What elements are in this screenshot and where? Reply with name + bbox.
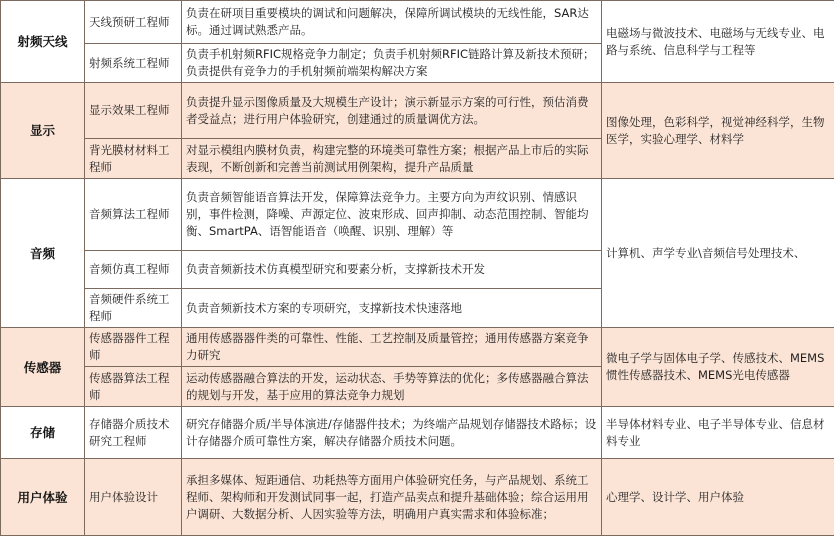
majors-cell: 半导体材料专业、电子半导体专业、信息材料专业 bbox=[602, 407, 834, 459]
role-duty: 负责音频智能语音算法开发，保障算法竞争力。主要方向为声纹识别、情感识别，事件检测，降噪、声源定位、波束形成、回声抑制、动态范围控制、智能均衡、SmartPA、语智能语音（唤醒、识别、理解）等 bbox=[182, 179, 602, 251]
role-duty: 负责在研项目重要模块的调试和问题解决，保障所调试模块的无线性能，SAR达标。通过调试熟悉产品。 bbox=[182, 1, 602, 44]
role-duty: 研究存储器介质/半导体演进/存储器件技术；为终端产品规划存储器技术路标；设计存储器介质可靠性方案，解决存储器介质技术问题。 bbox=[182, 407, 602, 459]
role-duty: 通用传感器器件类的可靠性、性能、工艺控制及质量管控；通用传感器方案竞争力研究 bbox=[182, 328, 602, 367]
role-title: 音频硬件系统工程师 bbox=[85, 289, 182, 328]
role-duty: 负责提升显示图像质量及大规模生产设计；演示新显示方案的可行性，预估消费者受益点；进行用户体验研究，创建通过的质量调优方法。 bbox=[182, 83, 602, 139]
category-cell: 音频 bbox=[1, 179, 85, 328]
role-duty: 负责手机射频RFIC规格竞争力制定；负责手机射频RFIC链路计算及新技术预研；负责提供有竞争力的手机射频前端架构解决方案 bbox=[182, 44, 602, 83]
role-title: 背光膜材材料工程师 bbox=[85, 139, 182, 179]
role-title: 显示效果工程师 bbox=[85, 83, 182, 139]
table-row bbox=[1, 1, 834, 44]
role-title: 音频仿真工程师 bbox=[85, 251, 182, 289]
role-title: 音频算法工程师 bbox=[85, 179, 182, 251]
role-duty: 对显示模组内膜材负责，构建完整的环境类可靠性方案；根据产品上市后的实际表现，不断创新和完善当前测试用例架构，提升产品质量 bbox=[182, 139, 602, 179]
majors-cell: 心理学、设计学、用户体验 bbox=[602, 459, 834, 536]
majors-cell: 电磁场与微波技术、电磁场与无线专业、电路与系统、信息科学与工程等 bbox=[602, 1, 834, 83]
category-cell: 用户体验 bbox=[1, 459, 85, 536]
majors-cell: 图像处理，色彩科学，视觉神经科学，生物医学，实验心理学、材料学 bbox=[602, 83, 834, 179]
role-title: 用户体验设计 bbox=[85, 459, 182, 536]
majors-cell: 微电子学与固体电子学、传感技术、MEMS惯性传感器技术、MEMS光电传感器 bbox=[602, 328, 834, 407]
category-cell: 射频天线 bbox=[1, 1, 85, 83]
category-cell: 显示 bbox=[1, 83, 85, 179]
role-title: 天线预研工程师 bbox=[85, 1, 182, 44]
table-row bbox=[1, 179, 834, 251]
role-duty: 承担多媒体、短距通信、功耗热等方面用户体验研究任务，与产品规划、系统工程师、架构师和开发测试同事一起，打造产品卖点和提升基础体验；综合运用用户调研、大数据分析、人因实验等方法，明确用户真实需求和体验标准； bbox=[182, 459, 602, 536]
role-title: 射频系统工程师 bbox=[85, 44, 182, 83]
role-title: 存储器介质技术研究工程师 bbox=[85, 407, 182, 459]
table-row bbox=[1, 459, 834, 536]
table-row bbox=[1, 407, 834, 459]
role-duty: 负责音频新技术方案的专项研究，支撑新技术快速落地 bbox=[182, 289, 602, 328]
table-row bbox=[1, 328, 834, 367]
majors-cell: 计算机、声学专业\音频信号处理技术、 bbox=[602, 179, 834, 328]
role-duty: 负责音频新技术仿真模型研究和要素分析，支撑新技术开发 bbox=[182, 251, 602, 289]
role-duty: 运动传感器融合算法的开发，运动状态、手势等算法的优化；多传感器融合算法的规划与开发，基于应用的算法竞争力规划 bbox=[182, 367, 602, 407]
category-cell: 传感器 bbox=[1, 328, 85, 407]
role-title: 传感器器件工程师 bbox=[85, 328, 182, 367]
category-cell: 存储 bbox=[1, 407, 85, 459]
table-row bbox=[1, 83, 834, 139]
role-title: 传感器算法工程师 bbox=[85, 367, 182, 407]
